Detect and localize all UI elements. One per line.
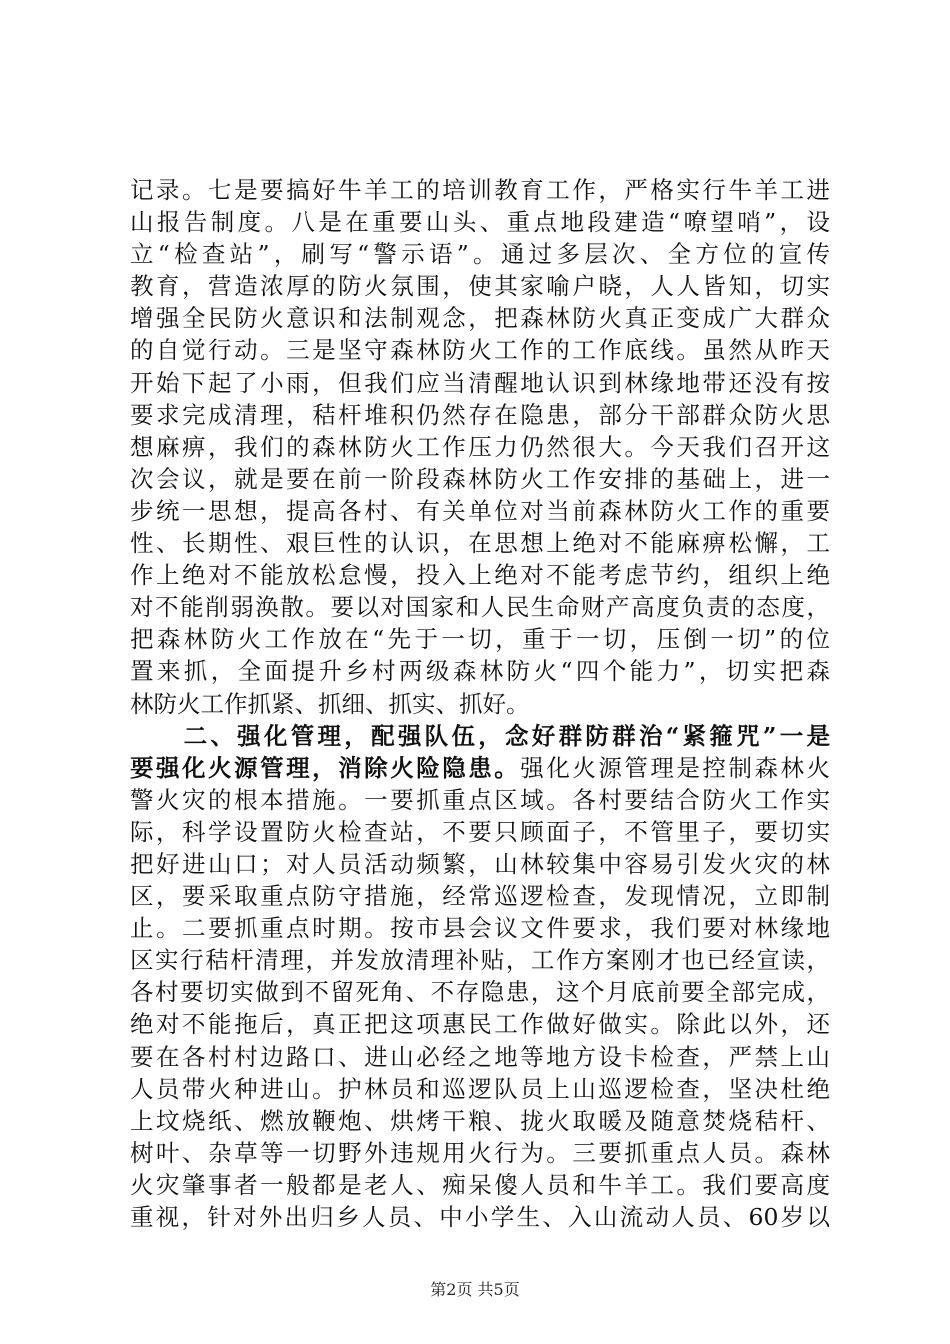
text-line-12	[130, 527, 830, 559]
line-text: 区实行秸杆清理，并发放清理补贴，工作方案刚才也已经宣读，	[130, 946, 830, 975]
text-line-25	[130, 944, 830, 976]
line-text: 增强全民防火意识和法制观念，把森林防火真正变成广大群众	[130, 304, 830, 333]
text-line-21	[130, 816, 830, 848]
document-body	[130, 174, 830, 1233]
text-line-13	[130, 559, 830, 591]
line-text: 人员带火种进山。护林员和巡逻队员上山巡逻检查，坚决杜绝	[130, 1074, 830, 1103]
text-line-6	[130, 334, 830, 366]
text-line-24	[130, 912, 830, 944]
text-line-8	[130, 399, 830, 431]
text-line-15	[130, 623, 830, 655]
line-text: 重视，针对外出归乡人员、中小学生、入山流动人员、60岁以	[130, 1203, 830, 1231]
line-text: 的自觉行动。三是坚守森林防火工作的工作底线。虽然从昨天	[130, 336, 830, 365]
text-line-17	[130, 688, 830, 720]
text-line-19	[130, 752, 830, 784]
line-text: 火灾肇事者一般都是老人、痴呆傻人员和牛羊工。我们要高度	[130, 1170, 830, 1199]
line-text: 次会议，就是要在前一阶段森林防火工作安排的基础上，进一	[130, 464, 830, 493]
line-text: 山报告制度。八是在重要山头、重点地段建造“嘹望哨”，设	[130, 208, 830, 237]
line-text: 步统一思想，提高各村、有关单位对当前森林防火工作的重要	[130, 496, 830, 525]
line-text: 对不能削弱涣散。要以对国家和人民生命财产高度负责的态度，	[130, 593, 830, 622]
line-text: 树叶、杂草等一切野外违规用火行为。三要抓重点人员。森林	[130, 1138, 830, 1167]
line-text: 开始下起了小雨，但我们应当清醒地认识到林缘地带还没有按	[130, 368, 830, 397]
text-line-10	[130, 463, 830, 495]
text-line-7	[130, 367, 830, 399]
line-text: 置来抓，全面提升乡村两级森林防火“四个能力”，切实把森	[130, 657, 830, 686]
text-line-3	[130, 238, 830, 270]
line-text: 教育，营造浓厚的防火氛围，使其家喻户晓，人人皆知，切实	[130, 272, 830, 301]
line-text: 把森林防火工作放在“先于一切，重于一切，压倒一切”的位	[130, 625, 830, 654]
text-line-23	[130, 880, 830, 912]
line-text: 区，要采取重点防守措施，经常巡逻检查，发现情况，立即制	[130, 882, 830, 911]
text-line-26	[130, 976, 830, 1008]
line-text: 要在各村村边路口、进山必经之地等地方设卡检查，严禁上山	[130, 1042, 830, 1071]
text-line-27	[130, 1008, 830, 1040]
text-line-2	[130, 206, 830, 238]
text-line-14	[130, 591, 830, 623]
text-line-31	[130, 1137, 830, 1169]
section-heading-line	[130, 720, 830, 752]
line-text: 警火灾的根本措施。一要抓重点区域。各村要结合防火工作实	[130, 785, 830, 814]
line-text: 把好进山口；对人员活动频繁，山林较集中容易引发火灾的林	[130, 849, 830, 878]
section-heading-text: 二、强化管理，配强队伍，念好群防群治“紧箍咒”一是	[130, 721, 830, 750]
text-line-32	[130, 1169, 830, 1201]
text-line-30	[130, 1105, 830, 1137]
line-text: 际，科学设置防火检查站，不要只顾面子，不管里子，要切实	[130, 817, 830, 846]
line-text: 绝对不能拖后，真正把这项惠民工作做好做实。除此以外，还	[130, 1010, 830, 1039]
text-line-22	[130, 848, 830, 880]
line-text: 林防火工作抓紧、抓细、抓实、抓好。	[130, 689, 530, 718]
text-line-33	[130, 1201, 830, 1233]
text-line-28	[130, 1041, 830, 1073]
text-line-9	[130, 431, 830, 463]
line-text: 性、长期性、艰巨性的认识，在思想上绝对不能麻痹松懈，工	[130, 529, 830, 558]
line-text: 立“检查站”，刷写“警示语”。通过多层次、全方位的宣传	[130, 240, 830, 269]
line-text: 想麻痹，我们的森林防火工作压力仍然很大。今天我们召开这	[130, 432, 830, 461]
bold-lead-text: 要强化火源管理，消除火险隐患。	[130, 753, 521, 782]
text-line-4	[130, 270, 830, 302]
line-text: 记录。七是要搞好牛羊工的培训教育工作，严格实行牛羊工进	[130, 176, 830, 204]
line-text: 强化火源管理是控制森林火	[520, 753, 831, 782]
line-text: 各村要切实做到不留死角、不存隐患，这个月底前要全部完成，	[130, 978, 830, 1007]
line-text: 上坟烧纸、燃放鞭炮、烘烤干粮、拢火取暖及随意焚烧秸杆、	[130, 1106, 830, 1135]
page-number: 第2页 共5页	[430, 1280, 520, 1299]
text-line-11	[130, 495, 830, 527]
text-line-16	[130, 655, 830, 687]
text-line-20	[130, 784, 830, 816]
text-line-1	[130, 174, 830, 206]
line-text: 要求完成清理，秸杆堆积仍然存在隐患，部分干部群众防火思	[130, 400, 830, 429]
text-line-29	[130, 1073, 830, 1105]
text-line-5	[130, 302, 830, 334]
line-text: 作上绝对不能放松怠慢，投入上绝对不能考虑节约，组织上绝	[130, 561, 830, 590]
page-footer	[0, 1277, 950, 1300]
line-text: 止。二要抓重点时期。按市县会议文件要求，我们要对林缘地	[130, 914, 830, 943]
